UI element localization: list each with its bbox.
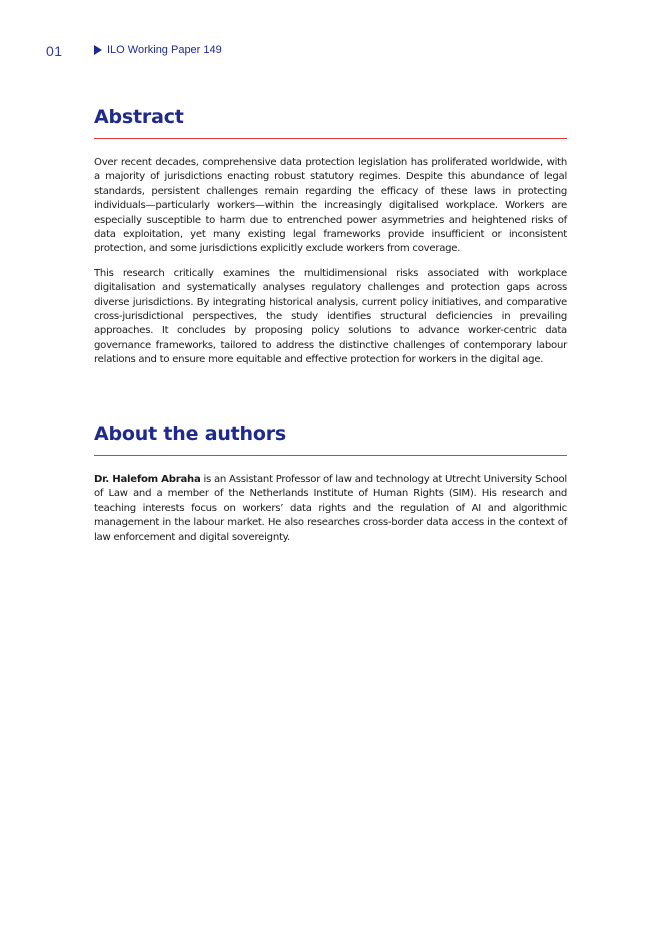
author-name: Dr. Halefom Abraha — [94, 474, 201, 485]
abstract-section — [94, 106, 567, 368]
abstract-heading: Abstract — [94, 106, 567, 139]
authors-section — [94, 423, 567, 545]
author-bio: is an Assistant Professor of law and technology at Utrecht University School of Law and a member of the Netherlands Institute of Human Rights (SIM). His research and teaching interests focus on workers’ data rights and the regulation of AI and algorithmic management in the labour market. He also researches cross-border data access in the context of law enforcement and digital sovereignty. — [94, 474, 567, 543]
authors-heading: About the authors — [94, 423, 567, 456]
abstract-paragraph-2: This research critically examines the multidimensional risks associated with workplace digitalisation and systematically analyses regulatory challenges and protection gaps across diverse jurisdictions. By integrating historical analysis, current policy initiatives, and comparative cross-jurisdictional perspectives, the study identifies structural deficiencies in prevailing approaches. It concludes by proposing policy solutions to advance worker-centric data governance frameworks, tailored to address the distinctive challenges of contemporary labour relations and to ensure more equitable and effective protection for workers in the digital age. — [94, 267, 567, 366]
page-number: 01 — [46, 43, 63, 59]
abstract-paragraph-1: Over recent decades, comprehensive data protection legislation has proliferated worldwide, with a majority of jurisdictions enacting robust statutory regimes. Despite this abundance of legal standards, persistent challenges remain regarding the efficacy of these laws in protecting individuals—particularly workers—within the increasingly digitalised workplace. Workers are especially susceptible to harm due to entrenched power asymmetries and heightened risks of data exploitation, yet many existing legal frameworks provide insufficient or inconsistent protection, and some jurisdictions explicitly exclude workers from coverage. — [94, 157, 567, 255]
series-title: ILO Working Paper 149 — [107, 44, 222, 56]
running-header — [94, 44, 222, 56]
author-paragraph — [94, 473, 567, 545]
triangle-marker-icon — [94, 45, 102, 55]
